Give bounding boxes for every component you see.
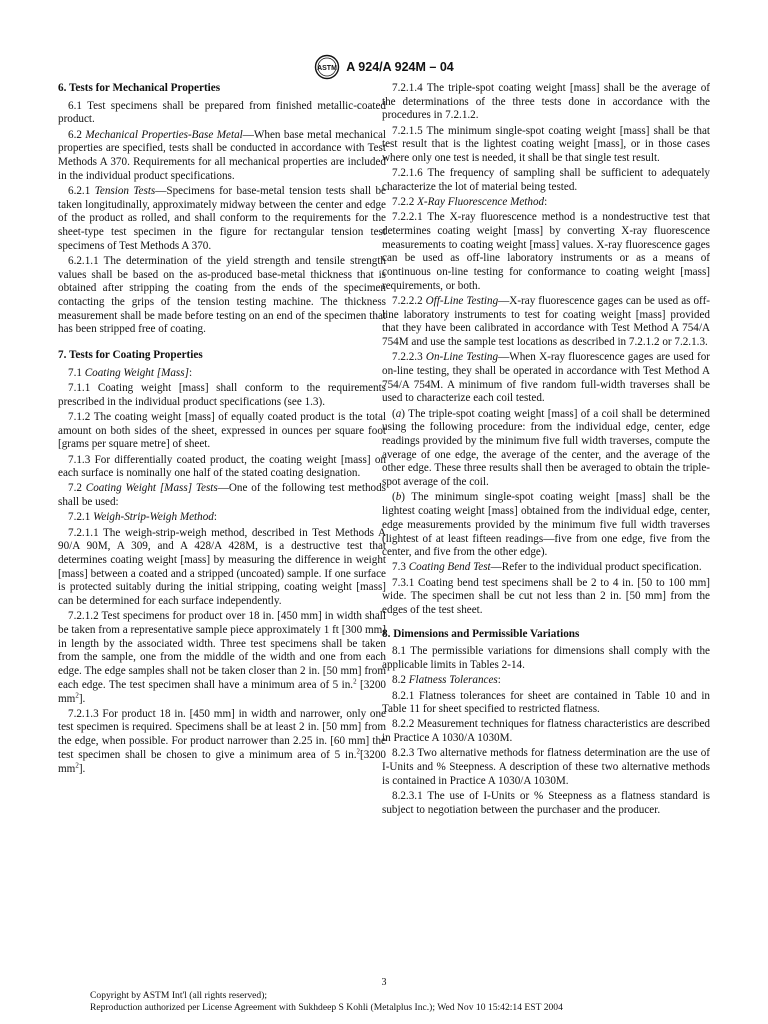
para-7-2-1-6: 7.2.1.6 The frequency of sampling shall be sufficient to adequately characterize the lot of material being tested. xyxy=(382,167,710,193)
copyright-footer xyxy=(90,990,563,1013)
para-7-2-2: 7.2.2 X-Ray Fluorescence Method: xyxy=(392,196,548,209)
document-designation: A 924/A 924M – 04 xyxy=(346,60,454,74)
logo-text: ASTM xyxy=(317,65,338,72)
right-column xyxy=(382,82,710,819)
section-6-title: 6. Tests for Mechanical Properties xyxy=(58,82,221,94)
para-6-1: 6.1 Test specimens shall be prepared from finished metallic-coated product. xyxy=(58,99,386,126)
para-8-2: 8.2 Flatness Tolerances: xyxy=(392,674,501,687)
footer-license-line: Reproduction authorized per License Agreement with Sukhdeep S Kohli (Metalplus Inc.); Wed Nov 10 15:42:14 EST 2004 xyxy=(90,1001,563,1013)
para-7-2-1-5: 7.2.1.5 The minimum single-spot coating weight [mass] shall be that test result that is the lightest coating weight [mass], or in those cases where only one test is needed, it shall be that single test result. xyxy=(382,124,710,165)
para-item-b: (b) The minimum single-spot coating weight [mass] shall be the lightest coating weight [mass] obtained from the individual edge, center, edge measurements provided by the minimum five full width traverses (lightest of at least fifteen readings—five from one edge, five from the center, and five from the other edge). xyxy=(382,491,710,559)
astm-logo-icon xyxy=(314,54,340,80)
para-7-3-1: 7.3.1 Coating bend test specimens shall be 2 to 4 in. [50 to 100 mm] wide. The specimen shall be cut not less than 2 in. [50 mm] from the edges of the test sheet. xyxy=(382,576,710,617)
para-6-2-1: 6.2.1 Tension Tests—Specimens for base-metal tension tests shall be taken longitudinally, approximately midway between the center and edge of the product as rolled, and shall conform to the requirements for the sheet-type test specimen in the figure for rectangular tension test specimens of Test Methods A 370. xyxy=(58,184,386,252)
para-7-2-2-2: 7.2.2.2 Off-Line Testing—X-ray fluorescence gages can be used as off-line laboratory instruments to test for coating weight [mass] provided that they have been calibrated in accordance with Test Method A 754/A 754M and use the sample test locations as described in 7.2.1.2 or 7.2.1.3. xyxy=(382,295,710,349)
para-7-1-3: 7.1.3 For differentially coated product, the coating weight [mass] on each surface is nominally one half of the stated coating designation. xyxy=(58,453,386,480)
para-7-2: 7.2 Coating Weight [Mass] Tests—One of the following test methods shall be used: xyxy=(58,482,386,509)
para-7-1-2: 7.1.2 The coating weight [mass] of equally coated product is the total amount on both sides of the sheet, expressed in ounces per square foot [grams per square metre] of sheet. xyxy=(58,410,386,451)
para-6-2-1-1: 6.2.1.1 The determination of the yield strength and tensile strength values shall be based on the as-produced base-metal thickness that is obtained after stripping the coating from the ends of the specimen contacting the grips of the tension testing machine. The thickness measurement shall be made before testing on an end of the specimen that has been stripped free of coating. xyxy=(58,254,386,336)
para-7-2-2-1: 7.2.2.1 The X-ray fluorescence method is a nondestructive test that determines coating weight [mass] by converting X-ray fluorescence measurements to coating weight [mass] values. X-ray fluorescence gages can be used as off-line laboratory instruments or as a means of continuous on-line testing for conformance to coating weight [mass] requirements, or both. xyxy=(382,211,710,292)
para-7-2-1-1: 7.2.1.1 The weigh-strip-weigh method, described in Test Methods A 90/A 90M, A 309, and A 428/A 428M, is a destructive test that determines coating weight [mass] by measuring the difference in weight [mass] between a coated and a stripped (uncoated) sample. If one surface is protected suitably during the initial stripping, coating weight [mass] can be determined for each surface independently. xyxy=(58,526,386,608)
para-7-2-1-4: 7.2.1.4 The triple-spot coating weight [mass] shall be the average of the determinations of the three tests done in accordance with the procedures in 7.2.1.2. xyxy=(382,82,710,122)
para-7-1: 7.1 Coating Weight [Mass]: xyxy=(68,366,193,379)
para-8-1: 8.1 The permissible variations for dimensions shall comply with the applicable limits in Tables 2-14. xyxy=(382,645,710,672)
footer-copyright-line: Copyright by ASTM Int'l (all rights reserved); xyxy=(90,990,268,1001)
left-column xyxy=(58,82,386,778)
page-number: 3 xyxy=(381,977,387,988)
para-8-2-2: 8.2.2 Measurement techniques for flatness characteristics are described in Practice A 1030/A 1030M. xyxy=(382,718,710,745)
para-7-1-1: 7.1.1 Coating weight [mass] shall conform to the requirements prescribed in the individual product specifications (see 1.3). xyxy=(58,382,386,408)
section-7-title: 7. Tests for Coating Properties xyxy=(58,349,203,362)
para-7-3: 7.3 Coating Bend Test—Refer to the individual product specification. xyxy=(392,561,702,574)
para-6-2: 6.2 Mechanical Properties-Base Metal—When base metal mechanical properties are specified, tests shall be conducted in accordance with Test Methods A 370. Requirements for all mechanical properties are included in the individual product specifications. xyxy=(58,128,386,182)
para-8-2-1: 8.2.1 Flatness tolerances for sheet are contained in Table 10 and in Table 11 for sheet specified to restricted flatness. xyxy=(382,689,710,716)
para-7-2-1-2: 7.2.1.2 Test specimens for product over 18 in. [450 mm] in width shall be taken from a representative sample piece approximately 1 ft [300 mm] in length by the associated width. Three test specimens shall be taken from the sample, one from the middle of the width and one from each edge. The edge samples shall not be taken closer than 2 in. [50 mm] from each edge. The test specimen shall have a minimum area of 5 in.$^2$ [3200 $mm^2$]. xyxy=(58,610,386,705)
para-7-2-1: 7.2.1 Weigh-Strip-Weigh Method: xyxy=(68,511,217,524)
para-8-2-3: 8.2.3 Two alternative methods for flatness determination are the use of I-Units and % Steepness. A description of these two alternative methods is contained in Practice A 1030/A 1030M. xyxy=(382,747,710,787)
section-8-title: 8. Dimensions and Permissible Variations xyxy=(382,627,580,640)
para-8-2-3-1: 8.2.3.1 The use of I-Units or % Steepness as a flatness standard is subject to negotiation between the purchaser and the producer. xyxy=(382,789,710,816)
page-header xyxy=(0,54,768,80)
para-7-2-2-3: 7.2.2.3 On-Line Testing—When X-ray fluorescence gages are used for on-line testing, they shall be operated in accordance with Test Method A 754/A 754M. A minimum of five random full-width traverses shall be used to characterize each coil tested. xyxy=(382,351,710,405)
para-item-a: (a) The triple-spot coating weight [mass] of a coil shall be determined using the following procedure: from the individual edge, center, edge readings provided by the minimum five full width traverses, compute the average of one edge, the average of the center, and the average of the other edge. These three results shall then be averaged to obtain the triple-spot average of the coil. xyxy=(382,407,710,489)
para-7-2-1-3: 7.2.1.3 For product 18 in. [450 mm] in width and narrower, only one test specimen is required. Specimens shall be at least 2 in. [50 mm] from the edge, when possible. For product narrower than 2.25 in. [60 mm] the test specimen shall be chosen to give a minimum area of 5 in.$^2$[3200 $mm^2$]. xyxy=(58,707,386,775)
